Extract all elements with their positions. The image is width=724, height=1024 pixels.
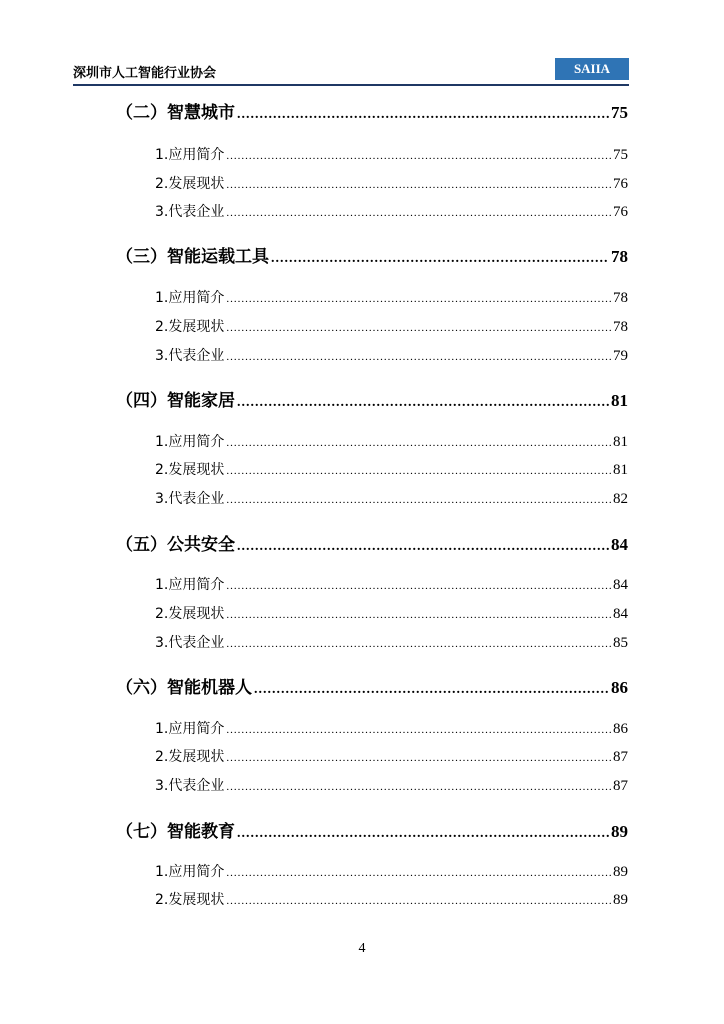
toc-leader (226, 465, 611, 477)
toc-item-label: 2.发展现状 (155, 462, 225, 478)
toc-section-label: （二）智慧城市 (116, 103, 235, 123)
toc-leader (226, 781, 611, 793)
toc-section-page: 89 (611, 822, 628, 841)
toc-leader (226, 322, 611, 334)
toc-item[interactable] (155, 861, 628, 881)
toc-item-page: 86 (613, 721, 628, 737)
toc-leader (237, 539, 609, 555)
toc-section-page: 75 (611, 103, 628, 122)
toc-item[interactable] (155, 889, 628, 909)
toc-item-page: 78 (613, 290, 628, 306)
toc-item-label: 2.发展现状 (155, 176, 225, 192)
toc-item[interactable] (155, 603, 628, 623)
toc-section[interactable] (116, 673, 628, 698)
toc-leader (226, 351, 611, 363)
toc-item[interactable] (155, 201, 628, 221)
toc-item-page: 76 (613, 176, 628, 192)
toc-item[interactable] (155, 718, 628, 738)
toc-section-label: （七）智能教育 (116, 822, 235, 842)
toc-item[interactable] (155, 574, 628, 594)
toc-leader (226, 150, 611, 162)
toc-item[interactable] (155, 144, 628, 164)
toc-item-page: 75 (613, 147, 628, 163)
toc-item-label: 1.应用简介 (155, 721, 225, 737)
toc-item-page: 82 (613, 491, 628, 507)
toc-section-page: 86 (611, 678, 628, 697)
toc-item-label: 3.代表企业 (155, 204, 225, 220)
toc-item-page: 89 (613, 892, 628, 908)
toc-leader (254, 682, 609, 698)
toc-item-label: 1.应用简介 (155, 434, 225, 450)
toc-leader (226, 895, 611, 907)
toc-item-label: 3.代表企业 (155, 348, 225, 364)
toc-item-page: 84 (613, 577, 628, 593)
toc-item-label: 1.应用简介 (155, 290, 225, 306)
toc-item-label: 1.应用简介 (155, 577, 225, 593)
toc-leader (271, 251, 609, 267)
toc-item[interactable] (155, 316, 628, 336)
toc-item[interactable] (155, 746, 628, 766)
toc-leader (237, 826, 609, 842)
toc-section-page: 84 (611, 535, 628, 554)
toc-item-page: 81 (613, 434, 628, 450)
toc-section-page: 78 (611, 247, 628, 266)
header-badge: SAIIA (555, 58, 629, 80)
toc-section[interactable] (116, 98, 628, 123)
toc-item-page: 89 (613, 864, 628, 880)
toc-item-label: 2.发展现状 (155, 606, 225, 622)
toc-item-label: 3.代表企业 (155, 778, 225, 794)
toc-item-page: 79 (613, 348, 628, 364)
toc-item-page: 76 (613, 204, 628, 220)
toc-item[interactable] (155, 632, 628, 652)
toc-item-page: 84 (613, 606, 628, 622)
toc-item[interactable] (155, 459, 628, 479)
page-number: 4 (358, 941, 366, 956)
toc-leader (237, 107, 609, 123)
toc-leader (226, 293, 611, 305)
toc-item-page: 85 (613, 635, 628, 651)
toc-item[interactable] (155, 345, 628, 365)
toc-item[interactable] (155, 287, 628, 307)
toc-item-label: 3.代表企业 (155, 491, 225, 507)
toc-item-page: 87 (613, 778, 628, 794)
toc-section-label: （四）智能家居 (116, 391, 235, 411)
toc-item-label: 1.应用简介 (155, 864, 225, 880)
toc-leader (226, 724, 611, 736)
toc-item-label: 1.应用简介 (155, 147, 225, 163)
toc-section[interactable] (116, 386, 628, 411)
toc-item[interactable] (155, 431, 628, 451)
header-title: 深圳市人工智能行业协会 (73, 66, 217, 81)
toc-item-label: 3.代表企业 (155, 635, 225, 651)
toc-item-label: 2.发展现状 (155, 319, 225, 335)
toc-leader (226, 867, 611, 879)
toc-leader (226, 494, 611, 506)
page-header (73, 56, 629, 86)
toc-section-label: （六）智能机器人 (116, 678, 252, 698)
toc-leader (226, 752, 611, 764)
toc-item[interactable] (155, 488, 628, 508)
toc-leader (226, 609, 611, 621)
toc-leader (226, 638, 611, 650)
toc-item-label: 2.发展现状 (155, 892, 225, 908)
toc-leader (226, 207, 611, 219)
toc-item-label: 2.发展现状 (155, 749, 225, 765)
toc-leader (237, 395, 609, 411)
toc-section-page: 81 (611, 391, 628, 410)
toc-item-page: 87 (613, 749, 628, 765)
toc-section[interactable] (116, 817, 628, 842)
toc-item-page: 78 (613, 319, 628, 335)
toc-leader (226, 179, 611, 191)
toc-section[interactable] (116, 530, 628, 555)
toc-item[interactable] (155, 775, 628, 795)
toc-section-label: （三）智能运载工具 (116, 247, 269, 267)
toc-leader (226, 580, 611, 592)
toc-section-label: （五）公共安全 (116, 535, 235, 555)
toc-item[interactable] (155, 173, 628, 193)
toc-section[interactable] (116, 242, 628, 267)
toc-leader (226, 437, 611, 449)
toc-item-page: 81 (613, 462, 628, 478)
